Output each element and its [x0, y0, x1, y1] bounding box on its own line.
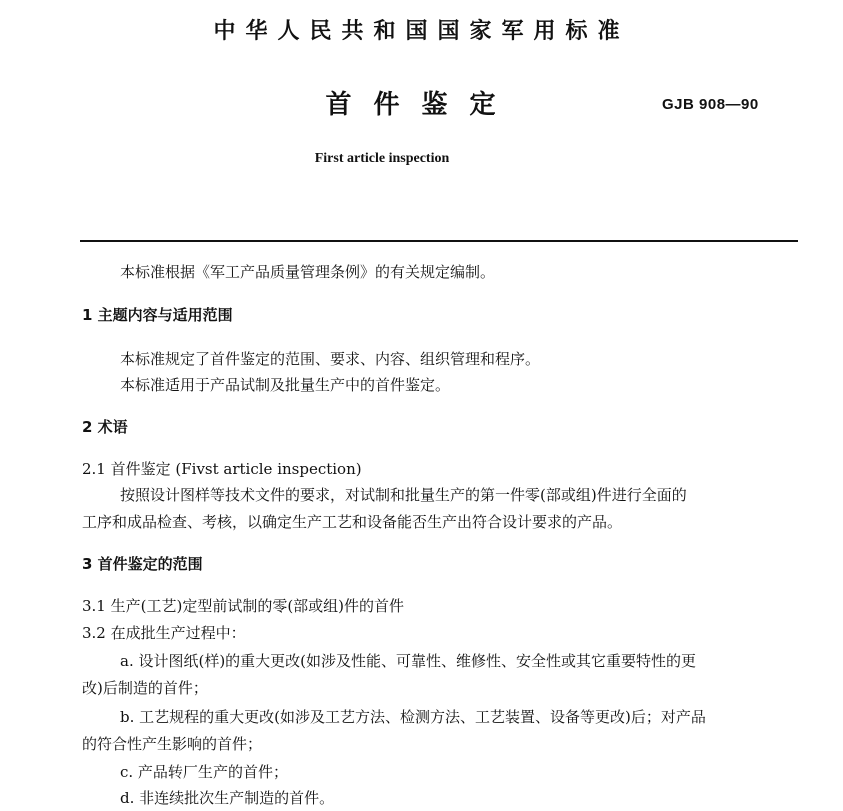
document-title: 首件鉴定 [325, 90, 518, 120]
section-3-2: 3.2 在成批生产过程中： [82, 624, 246, 642]
standard-category-title: 中华人民共和国国家军用标准 [213, 19, 630, 44]
list-item-b-line-1: b. 工艺规程的重大更改(如涉及工艺方法、检测方法、工艺装置、设备等更改)后；对产品 [120, 708, 706, 726]
header-divider [80, 240, 798, 242]
section-1-paragraph-1: 本标准规定了首件鉴定的范围、要求、内容、组织管理和程序。 [120, 350, 541, 368]
section-2-1-definition-line-1: 按照设计图样等技术文件的要求，对试制和批量生产的第一件零(部或组)件进行全面的 [120, 486, 687, 504]
english-title: First article inspection [314, 151, 450, 166]
section-3-1: 3.1 生产(工艺)定型前试制的零(部或组)件的首件 [82, 597, 405, 615]
section-2-heading: 2 术语 [82, 418, 128, 436]
list-item-b-line-2: 的符合性产生影响的首件； [82, 735, 263, 753]
standard-code: GJB 908—90 [662, 96, 759, 113]
list-item-c: c. 产品转厂生产的首件； [120, 763, 288, 781]
section-2-1-definition-line-2: 工序和成品检查、考核，以确定生产工艺和设备能否生产出符合设计要求的产品。 [82, 513, 623, 531]
list-item-a-line-2: 改)后制造的首件； [82, 679, 208, 697]
intro-paragraph: 本标准根据《军工产品质量管理条例》的有关规定编制。 [120, 263, 496, 281]
list-item-d: d. 非连续批次生产制造的首件。 [120, 789, 335, 807]
list-item-a-line-1: a. 设计图纸(样)的重大更改(如涉及性能、可靠性、维修性、安全性或其它重要特性的更 [120, 652, 697, 670]
section-3-heading: 3 首件鉴定的范围 [82, 555, 203, 573]
section-1-heading: 1 主题内容与适用范围 [82, 306, 233, 324]
section-1-paragraph-2: 本标准适用于产品试制及批量生产中的首件鉴定。 [120, 376, 451, 394]
section-2-1-term: 2.1 首件鉴定 (Fivst article inspection) [82, 460, 362, 478]
